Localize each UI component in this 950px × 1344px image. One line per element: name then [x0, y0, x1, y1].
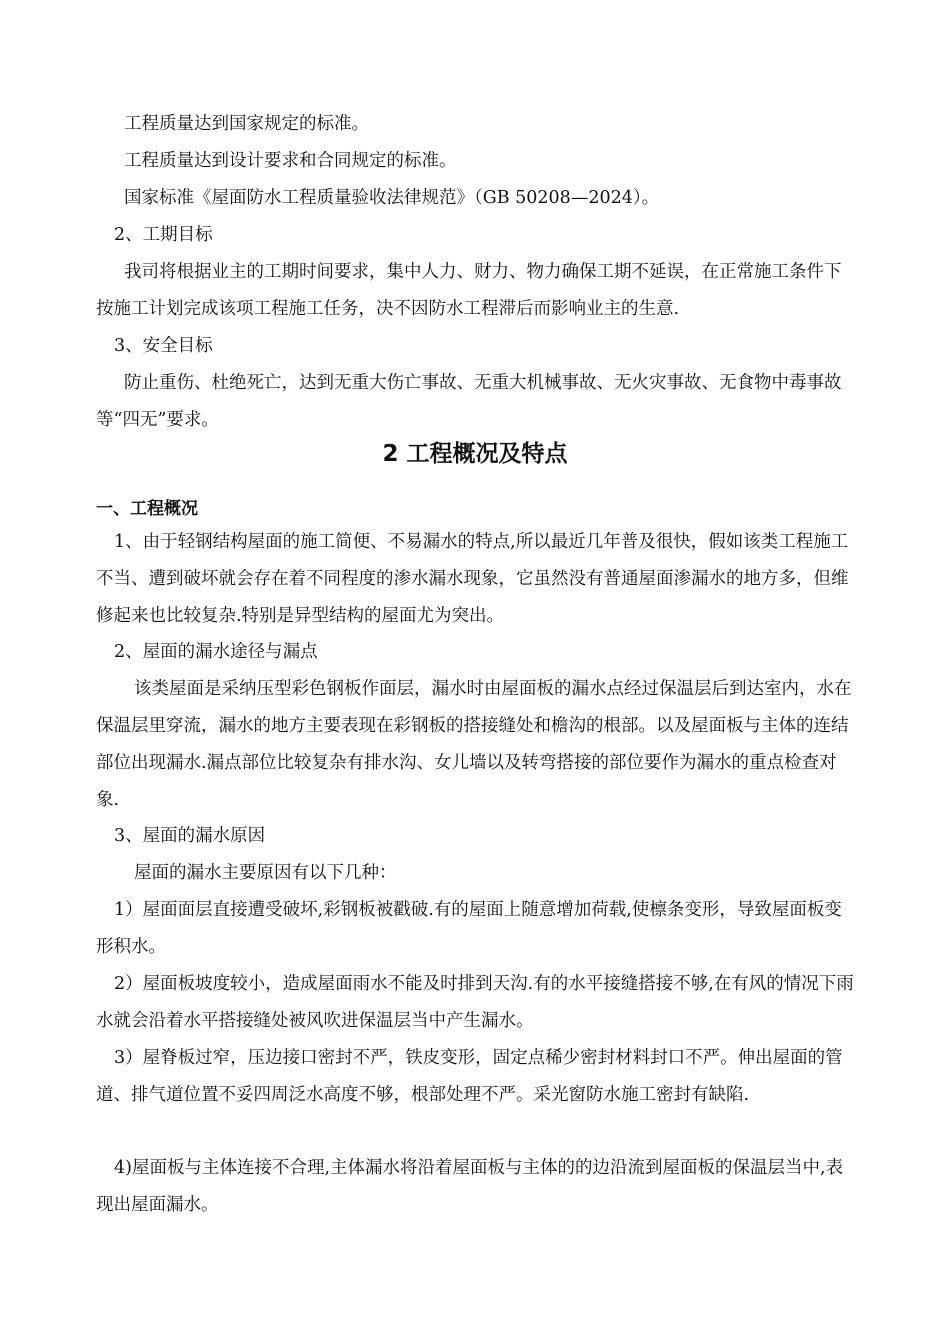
- leak-cause-1: 1）屋面面层直接遭受破坏,彩钢板被戳破.有的屋面上随意增加荷载,使檩条变形，导致屋面板变形积水。: [96, 900, 842, 957]
- leak-cause-heading: 3、屋面的漏水原因: [114, 826, 266, 846]
- section-heading: 2 工程概况及特点: [382, 441, 568, 467]
- leak-path-heading: 2、屋面的漏水途径与漏点: [114, 642, 318, 662]
- quality-target-line-1: 工程质量达到国家规定的标准。: [124, 114, 369, 134]
- schedule-target-heading: 2、工期目标: [114, 225, 213, 245]
- subheading-project-overview: 一、工程概况: [96, 499, 198, 519]
- safety-target-paragraph: 防止重伤、杜绝死亡，达到无重大伤亡事故、无重大机械事故、无火灾事故、无食物中毒事故等“四无”要求。: [96, 373, 842, 430]
- quality-standard-line: 国家标准《屋面防水工程质量验收法律规范》（GB 50208—2024）。: [124, 188, 660, 208]
- schedule-target-paragraph: 我司将根据业主的工期时间要求，集中人力、财力、物力确保工期不延误，在正常施工条件下按施工计划完成该项工程施工任务，决不因防水工程滞后而影响业主的生意.: [96, 262, 842, 319]
- leak-path-paragraph: 该类屋面是采纳压型彩色钢板作面层，漏水时由屋面板的漏水点经过保温层后到达室内，水在保温层里穿流，漏水的地方主要表现在彩钢板的搭接缝处和檐沟的根部。以及屋面板与主体的连结部位出现漏水.漏点部位比较复杂有排水沟、女儿墙以及转弯搭接的部位要作为漏水的重点检查对象.: [96, 679, 852, 810]
- leak-cause-3: 3）屋脊板过窄，压边接口密封不严，铁皮变形，固定点稀少密封材料封口不严。伸出屋面的管道、排气道位置不妥四周泛水高度不够，根部处理不严。采光窗防水施工密封有缺陷.: [96, 1048, 843, 1105]
- leak-cause-4: 4)屋面板与主体连接不合理,主体漏水将沿着屋面板与主体的的边沿流到屋面板的保温层当中,表现出屋面漏水。: [96, 1158, 844, 1215]
- quality-target-line-2: 工程质量达到设计要求和合同规定的标准。: [124, 151, 457, 171]
- leak-cause-intro: 屋面的漏水主要原因有以下几种：: [134, 863, 397, 883]
- safety-target-heading: 3、安全目标: [114, 336, 213, 356]
- leak-cause-2: 2）屋面板坡度较小，造成屋面雨水不能及时排到天沟.有的水平接缝搭接不够,在有风的情况下雨水就会沿着水平搭接缝处被风吹进保温层当中产生漏水。: [96, 974, 854, 1031]
- overview-paragraph-1: 1、由于轻钢结构屋面的施工简便、不易漏水的特点,所以最近几年普及很快，假如该类工程施工不当、遭到破坏就会存在着不同程度的渗水漏水现象，它虽然没有普通屋面渗漏水的地方多，但维修起来也比较复杂.特别是异型结构的屋面尤为突出。: [96, 532, 849, 626]
